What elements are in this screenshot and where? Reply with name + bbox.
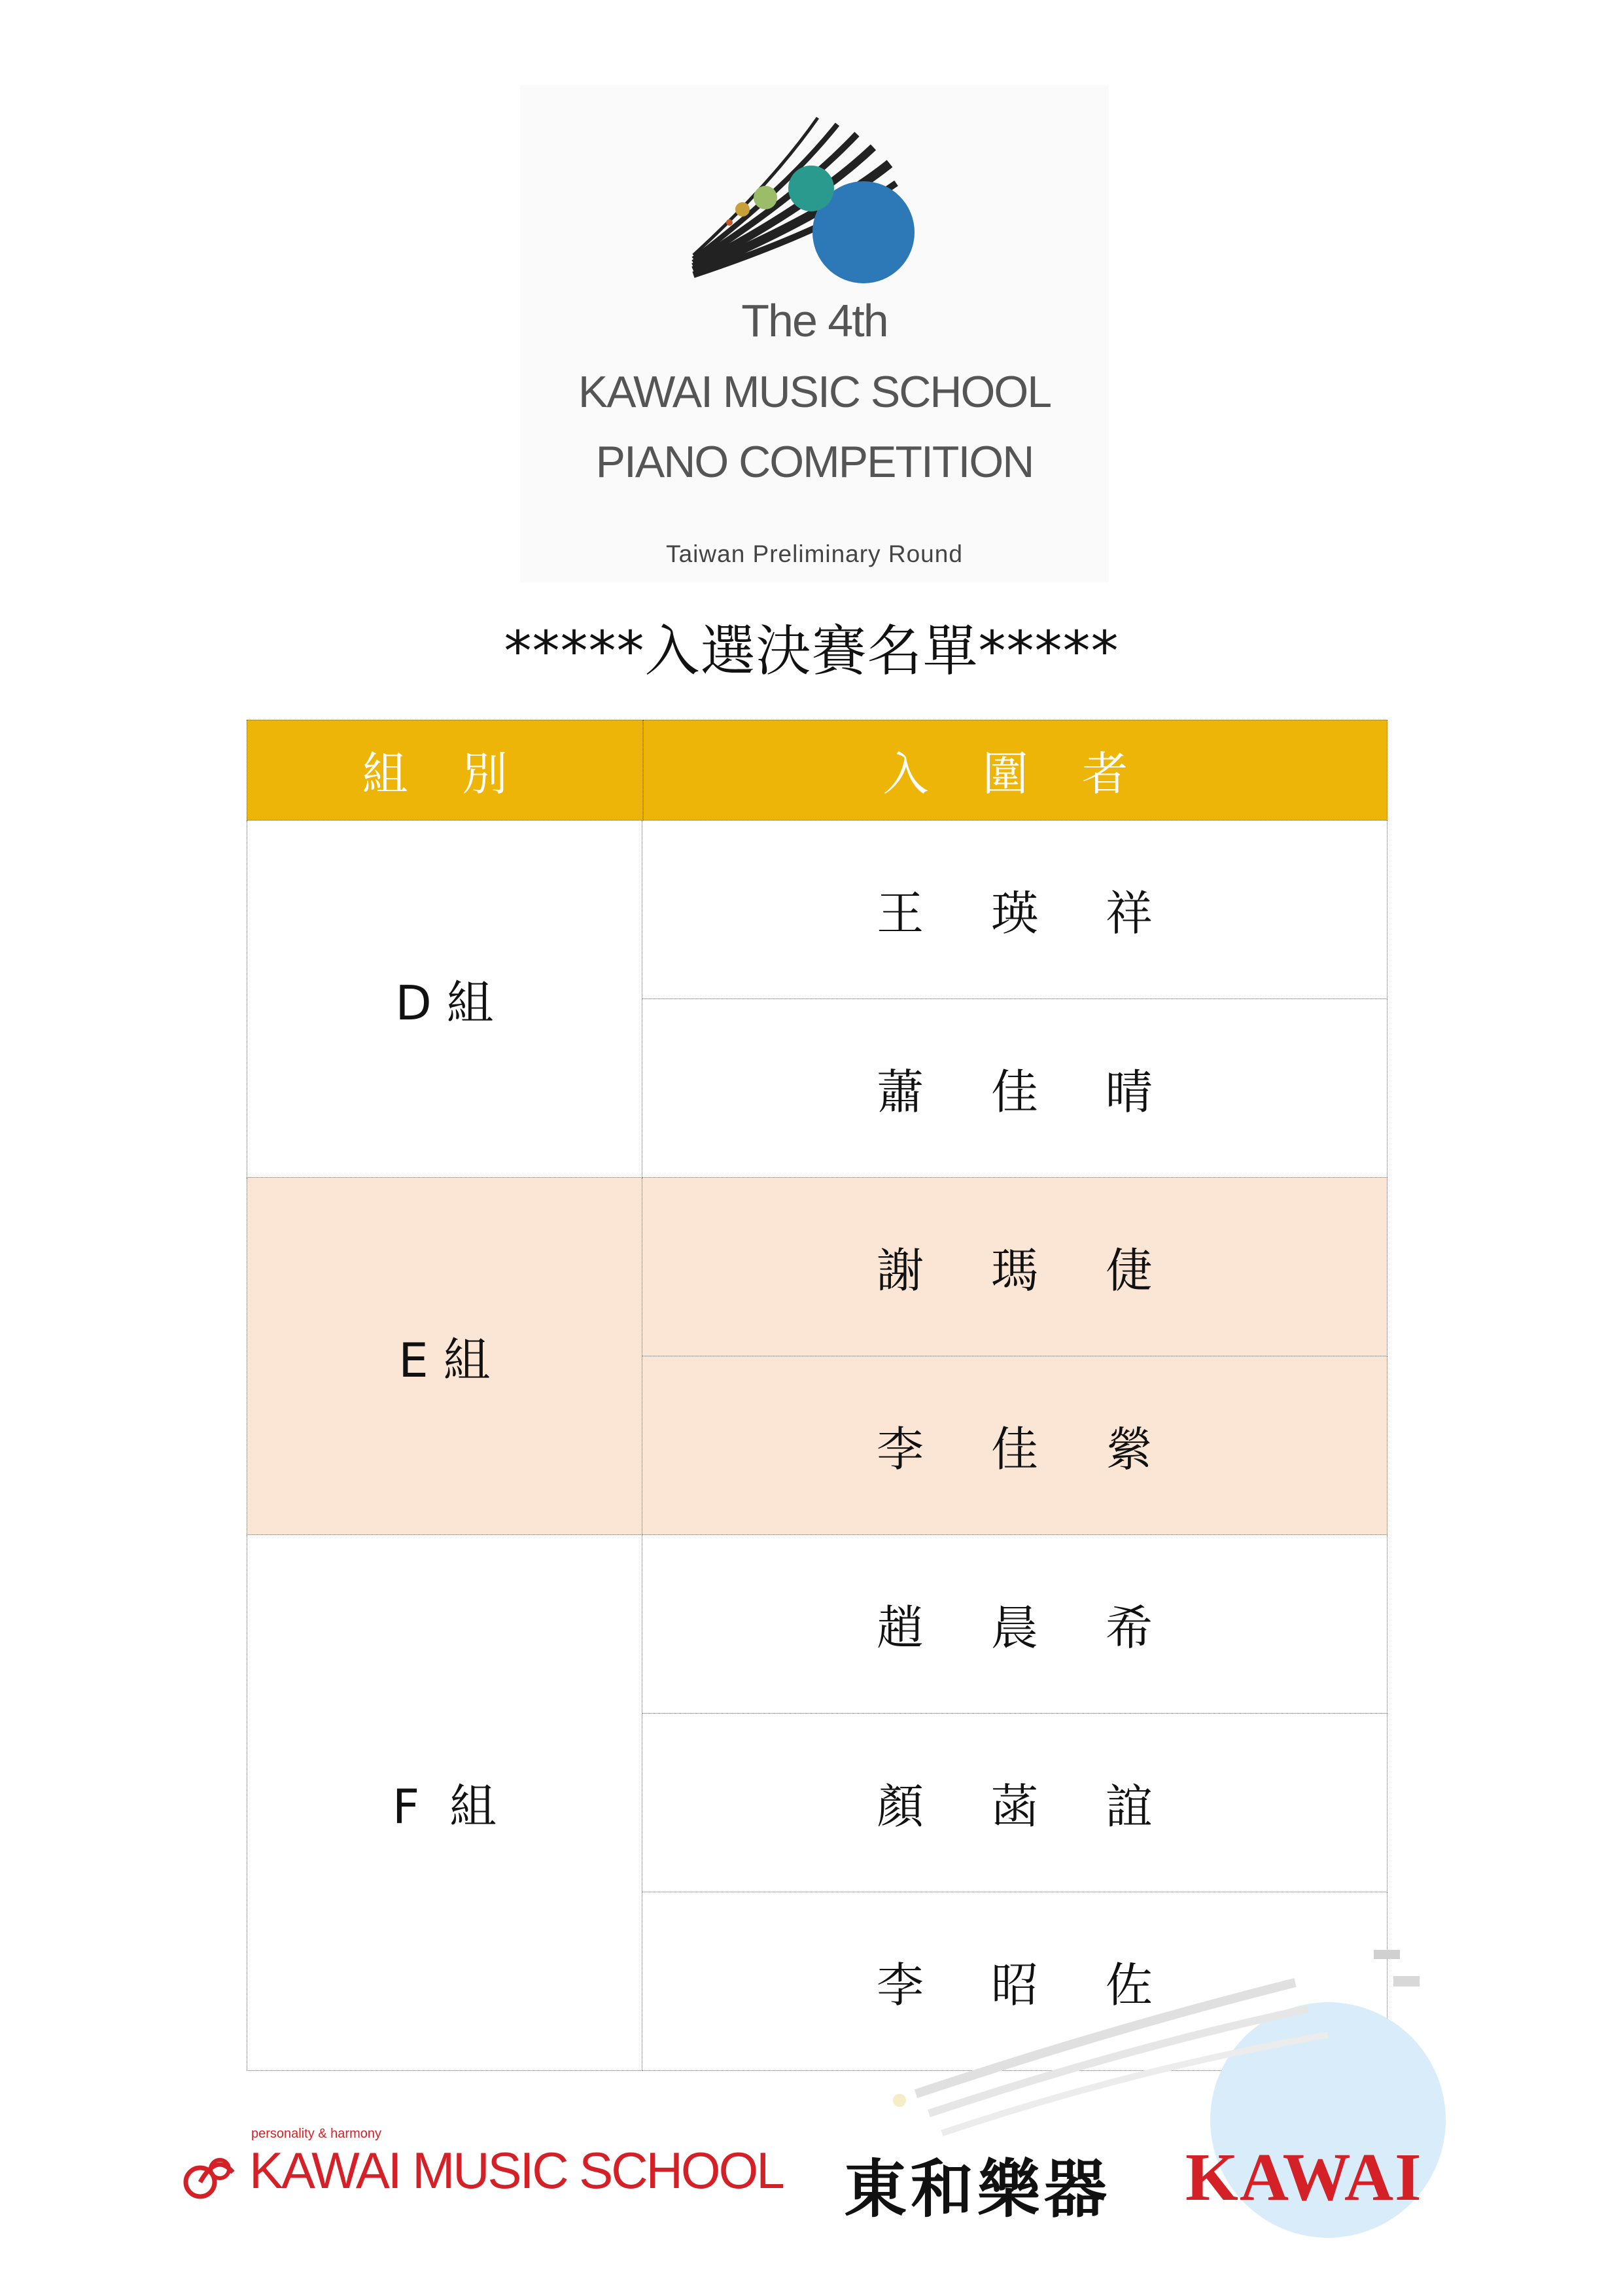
column-header-group: 組 別 [247,720,643,821]
kms-swirl-icon [181,2146,239,2205]
logo-edition: The 4th [741,295,888,346]
group-label: D 組 [247,821,642,1178]
faded-logo-decoration-icon [785,1898,1505,2290]
page-title: *****入選決賽名單***** [504,619,1119,683]
column-header-finalist: 入 圍 者 [643,720,1387,821]
kawai-music-school-logo [181,2127,822,2212]
dongho-instruments-logo: 東和樂器 [844,2152,1111,2226]
finalist-name: 顏 菡 誼 [642,1714,1387,1892]
kms-tagline: personality & harmony [251,2127,381,2141]
finalist-name: 蕭 佳 晴 [642,999,1387,1178]
kawai-brand-logo: KAWAI [1185,2140,1423,2215]
competition-logo [520,85,1109,582]
group-label: F 組 [247,1535,642,2071]
table-header-row [247,720,1387,821]
kms-wordmark: KAWAI MUSIC SCHOOL [249,2142,783,2199]
group-label: E 組 [247,1178,642,1535]
finalist-name: 趙 晨 希 [642,1535,1387,1714]
finalist-name: 王 瑛 祥 [642,821,1387,999]
logo-round-subtitle: Taiwan Preliminary Round [666,540,963,567]
logo-school-name: KAWAI MUSIC SCHOOL [578,367,1051,417]
group-row-d [247,821,1387,1178]
group-row-e [247,1178,1387,1535]
finalist-table [247,720,1387,2071]
finalist-name: 李 昭 佐 [642,1892,1387,2071]
finalist-name: 謝 瑪 倢 [642,1178,1387,1356]
logo-competition-name: PIANO COMPETITION [595,437,1034,487]
finalist-name: 李 佳 縈 [642,1356,1387,1535]
